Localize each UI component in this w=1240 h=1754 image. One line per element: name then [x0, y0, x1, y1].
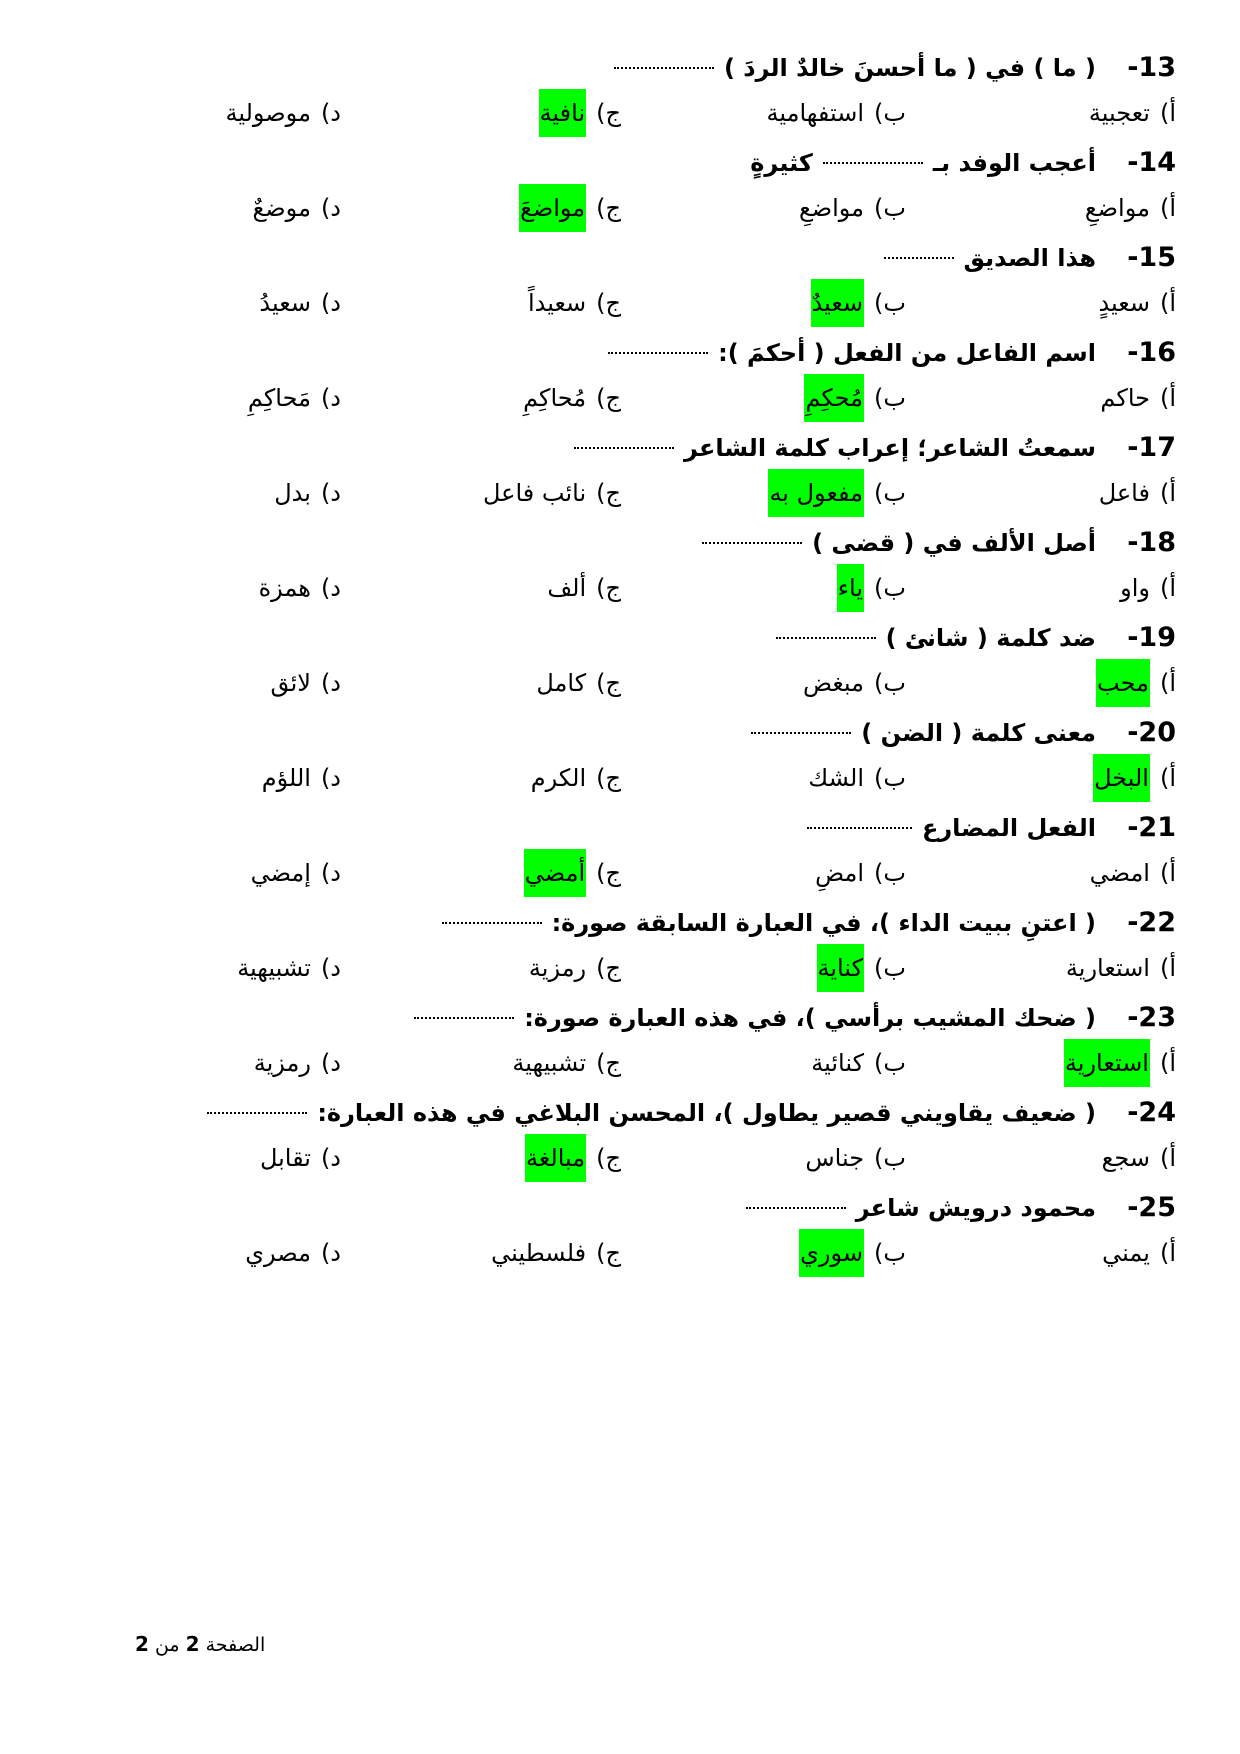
answer-blank	[807, 817, 912, 829]
question-row	[64, 804, 1176, 852]
option-letter: ب)	[874, 859, 906, 887]
answer-option	[259, 564, 341, 612]
question-stem: ( اعتنِ ببيت الداء )، في العبارة السابقة صورة:	[551, 909, 1096, 937]
question-number: 16-	[1127, 337, 1176, 368]
option-letter: ج)	[596, 1049, 621, 1077]
question-stem: ضد كلمة ( شانئ )	[885, 624, 1096, 652]
answer-option	[262, 754, 341, 802]
option-text: فلسطيني	[491, 1239, 587, 1267]
question-number: 20-	[1127, 717, 1176, 748]
question-text	[564, 424, 1096, 472]
answer-option	[1089, 89, 1176, 137]
options-row	[64, 1134, 1176, 1182]
option-letter: ب)	[874, 99, 906, 127]
option-text: كامل	[536, 669, 587, 697]
options-row	[64, 469, 1176, 517]
option-text: تعجبية	[1088, 99, 1150, 127]
footer-current-page: 2	[185, 1632, 200, 1656]
options-row	[64, 374, 1176, 422]
option-letter: أ)	[1159, 99, 1176, 127]
option-text: امضي	[1089, 859, 1150, 887]
option-text: مصري	[245, 1239, 311, 1267]
option-text: يمني	[1102, 1239, 1150, 1267]
option-letter: أ)	[1159, 859, 1176, 887]
answer-option	[225, 89, 341, 137]
answer-option	[1085, 184, 1176, 232]
question-text	[692, 519, 1096, 567]
option-letter: أ)	[1159, 764, 1176, 792]
question-number: 15-	[1127, 242, 1176, 273]
option-text: مواضعِ	[798, 194, 865, 222]
option-text: تقابل	[259, 1144, 311, 1172]
option-text: استفهامية	[766, 99, 865, 127]
answer-option	[1099, 469, 1176, 517]
answer-blank	[702, 532, 802, 544]
option-text-highlighted: مُحكِمِ	[804, 374, 864, 422]
option-letter: ب)	[874, 764, 906, 792]
option-letter: د)	[320, 384, 341, 412]
option-text: لائق	[270, 669, 311, 697]
answer-option	[811, 279, 907, 327]
answer-option	[253, 184, 341, 232]
answer-option	[837, 564, 906, 612]
option-text: تشبيهية	[237, 954, 311, 982]
answer-option	[768, 469, 906, 517]
answer-option	[271, 659, 341, 707]
option-text-highlighted: مفعول به	[768, 469, 864, 517]
question-stem: الفعل المضارع	[921, 814, 1096, 842]
option-letter: ب)	[874, 479, 906, 507]
question-number: 13-	[1127, 52, 1176, 83]
footer-total-pages: 2	[135, 1632, 149, 1656]
option-letter: د)	[320, 859, 341, 887]
option-text: موضعٌ	[252, 194, 311, 222]
option-text: تشبيهية	[512, 1049, 587, 1077]
question-text	[766, 614, 1096, 662]
answer-option	[817, 944, 907, 992]
question-text	[404, 994, 1096, 1042]
answer-option	[519, 184, 621, 232]
option-text: كنائية	[811, 1049, 865, 1077]
question-row	[64, 329, 1176, 377]
answer-option	[1102, 1229, 1176, 1277]
option-text-highlighted: نافية	[539, 89, 587, 137]
question-number: 17-	[1127, 432, 1176, 463]
question-number: 24-	[1127, 1097, 1176, 1128]
option-letter: أ)	[1159, 954, 1176, 982]
question-number: 19-	[1127, 622, 1176, 653]
option-text-highlighted: مواضعَ	[519, 184, 586, 232]
option-letter: ب)	[874, 289, 906, 317]
option-text-highlighted: كناية	[817, 944, 865, 992]
answer-blank	[608, 342, 708, 354]
option-letter: أ)	[1159, 479, 1176, 507]
answer-option	[251, 849, 341, 897]
option-text-highlighted: ياء	[837, 564, 864, 612]
question-row	[64, 424, 1176, 472]
option-letter: ج)	[596, 1144, 621, 1172]
option-letter: د)	[320, 1144, 341, 1172]
options-row	[64, 754, 1176, 802]
option-text: مواضعِ	[1084, 194, 1150, 222]
footer-label: الصفحة	[205, 1634, 266, 1656]
option-text: ألف	[547, 574, 587, 602]
option-text: حاكم	[1100, 384, 1150, 412]
answer-option	[531, 754, 621, 802]
question-stem: محمود درويش شاعر	[855, 1194, 1096, 1222]
question-stem: اسم الفاعل من الفعل ( أحكمَ ):	[718, 339, 1096, 367]
options-row	[64, 184, 1176, 232]
option-letter: ب)	[874, 1144, 906, 1172]
question-stem: ( ضعيف يقاويني قصير يطاول )، المحسن البلاغي في هذه العبارة:	[317, 1099, 1096, 1127]
option-letter: ج)	[596, 669, 621, 697]
answer-blank	[823, 152, 923, 164]
question-number: 14-	[1127, 147, 1176, 178]
question-stem: معنى كلمة ( الضن )	[861, 719, 1096, 747]
question-row	[64, 234, 1176, 282]
question-number: 21-	[1127, 812, 1176, 843]
option-text: رمزية	[528, 954, 587, 982]
answer-blank	[207, 1102, 307, 1114]
answer-option	[483, 469, 621, 517]
answer-option	[259, 279, 341, 327]
answer-option	[1102, 1134, 1176, 1182]
option-letter: أ)	[1159, 574, 1176, 602]
option-letter: أ)	[1159, 194, 1176, 222]
option-letter: ج)	[596, 289, 621, 317]
answer-option	[260, 1134, 341, 1182]
answer-blank	[574, 437, 674, 449]
option-letter: د)	[320, 479, 341, 507]
question-stem: أصل الألف في ( قضى )	[812, 529, 1096, 557]
option-letter: ج)	[596, 194, 621, 222]
question-row	[64, 139, 1176, 187]
option-letter: ب)	[874, 1239, 906, 1267]
option-text: همزة	[258, 574, 311, 602]
question-number: 25-	[1127, 1192, 1176, 1223]
option-letter: ج)	[596, 384, 621, 412]
option-letter: أ)	[1159, 669, 1176, 697]
answer-blank	[884, 247, 954, 259]
option-letter: ب)	[874, 1049, 906, 1077]
answer-option	[1096, 659, 1176, 707]
answer-option	[804, 374, 906, 422]
option-text: سجع	[1101, 1144, 1150, 1172]
option-text: الكرم	[530, 764, 587, 792]
option-letter: أ)	[1159, 1049, 1176, 1077]
page-footer	[135, 1632, 265, 1656]
option-text-highlighted: سوري	[799, 1229, 864, 1277]
question-row	[64, 44, 1176, 92]
answer-option	[767, 89, 906, 137]
option-letter: د)	[320, 1049, 341, 1077]
answer-option	[811, 1039, 906, 1087]
options-row	[64, 944, 1176, 992]
answer-option	[1098, 279, 1176, 327]
option-letter: د)	[320, 289, 341, 317]
option-text: استعارية	[1065, 954, 1150, 982]
option-letter: أ)	[1159, 1239, 1176, 1267]
question-text	[797, 804, 1096, 852]
answer-option	[1066, 944, 1176, 992]
options-row	[64, 1229, 1176, 1277]
question-tail: كثيرةٍ	[750, 149, 813, 177]
answer-option	[1064, 1039, 1176, 1087]
answer-option	[274, 469, 341, 517]
answer-option	[808, 754, 906, 802]
question-text	[197, 1089, 1096, 1137]
option-text-highlighted: سعيدٌ	[811, 279, 865, 327]
answer-option	[491, 1229, 621, 1277]
answer-option	[815, 849, 906, 897]
option-text: مَحاكِمِ	[247, 384, 311, 412]
option-letter: د)	[320, 194, 341, 222]
option-text: جناس	[805, 1144, 865, 1172]
option-text-highlighted: أمضي	[524, 849, 586, 897]
question-text	[874, 234, 1096, 282]
option-letter: ج)	[596, 859, 621, 887]
question-row	[64, 1184, 1176, 1232]
option-letter: أ)	[1159, 1144, 1176, 1172]
answer-option	[539, 89, 621, 137]
answer-option	[805, 1134, 906, 1182]
options-row	[64, 849, 1176, 897]
question-number: 18-	[1127, 527, 1176, 558]
question-row	[64, 899, 1176, 947]
answer-option	[536, 659, 621, 707]
answer-option	[528, 279, 621, 327]
question-stem: ( ضحك المشيب برأسي )، في هذه العبارة صورة:	[524, 1004, 1096, 1032]
answer-option	[237, 944, 341, 992]
option-text-highlighted: البخل	[1093, 754, 1150, 802]
option-text: بدل	[274, 479, 311, 507]
answer-option	[523, 374, 621, 422]
question-text	[432, 899, 1096, 947]
option-letter: ج)	[596, 1239, 621, 1267]
option-letter: ب)	[874, 954, 906, 982]
option-text: امضِ	[815, 859, 865, 887]
option-letter: أ)	[1159, 289, 1176, 317]
question-stem: أعجب الوفد بـ	[932, 149, 1096, 177]
option-letter: د)	[320, 954, 341, 982]
option-letter: د)	[320, 574, 341, 602]
option-letter: ب)	[874, 669, 906, 697]
option-letter: د)	[320, 764, 341, 792]
answer-blank	[751, 722, 851, 734]
option-text: الشك	[808, 764, 865, 792]
option-text: نائب فاعل	[482, 479, 587, 507]
answer-option	[525, 1134, 621, 1182]
question-stem: هذا الصديق	[963, 244, 1096, 272]
option-text-highlighted: محب	[1096, 659, 1150, 707]
options-row	[64, 564, 1176, 612]
answer-option	[245, 1229, 341, 1277]
option-letter: ج)	[596, 574, 621, 602]
answer-option	[254, 1039, 341, 1087]
option-text: سعيداً	[527, 289, 587, 317]
answer-option	[1100, 374, 1176, 422]
question-row	[64, 519, 1176, 567]
question-text	[750, 139, 1096, 187]
option-text: رمزية	[253, 1049, 311, 1077]
option-text: مُحاكِمِ	[523, 384, 587, 412]
option-letter: ج)	[596, 479, 621, 507]
option-letter: د)	[320, 99, 341, 127]
answer-blank	[414, 1007, 514, 1019]
option-text: فاعل	[1098, 479, 1150, 507]
option-text: سعيدُ	[259, 289, 311, 317]
question-number: 23-	[1127, 1002, 1176, 1033]
option-text: سعيدٍ	[1098, 289, 1150, 317]
question-row	[64, 709, 1176, 757]
option-letter: أ)	[1159, 384, 1176, 412]
options-row	[64, 659, 1176, 707]
options-row	[64, 1039, 1176, 1087]
answer-option	[547, 564, 621, 612]
question-text	[736, 1184, 1096, 1232]
option-letter: ج)	[596, 764, 621, 792]
options-row	[64, 89, 1176, 137]
option-letter: ب)	[874, 194, 906, 222]
option-text: اللؤم	[261, 764, 311, 792]
answer-option	[248, 374, 341, 422]
option-letter: د)	[320, 1239, 341, 1267]
answer-blank	[614, 57, 714, 69]
option-text: واو	[1120, 574, 1150, 602]
option-letter: ب)	[874, 574, 906, 602]
option-letter: ج)	[596, 954, 621, 982]
question-stem: سمعتُ الشاعر؛ إعراب كلمة الشاعر	[684, 434, 1096, 462]
answer-option	[1093, 754, 1176, 802]
question-stem: ( ما ) في ( ما أحسنَ خالدٌ الردَ )	[723, 54, 1096, 82]
question-text	[598, 329, 1096, 377]
answer-blank	[442, 912, 542, 924]
question-row	[64, 614, 1176, 662]
option-letter: ج)	[596, 99, 621, 127]
question-row	[64, 1089, 1176, 1137]
option-text: موصولية	[225, 99, 311, 127]
answer-blank	[776, 627, 876, 639]
footer-of: من	[154, 1634, 180, 1656]
answer-option	[1120, 564, 1176, 612]
option-text-highlighted: استعارية	[1064, 1039, 1150, 1087]
answer-option	[529, 944, 621, 992]
question-text	[604, 44, 1096, 92]
question-number: 22-	[1127, 907, 1176, 938]
options-row	[64, 279, 1176, 327]
option-text: مبغض	[802, 669, 865, 697]
answer-option	[799, 1229, 906, 1277]
answer-option	[512, 1039, 621, 1087]
question-text	[741, 709, 1096, 757]
answer-option	[1090, 849, 1176, 897]
option-letter: د)	[320, 669, 341, 697]
option-text-highlighted: مبالغة	[525, 1134, 586, 1182]
answer-blank	[746, 1197, 846, 1209]
option-text: إمضي	[250, 859, 311, 887]
option-letter: ب)	[874, 384, 906, 412]
answer-option	[799, 184, 906, 232]
answer-option	[803, 659, 906, 707]
answer-option	[524, 849, 621, 897]
question-row	[64, 994, 1176, 1042]
